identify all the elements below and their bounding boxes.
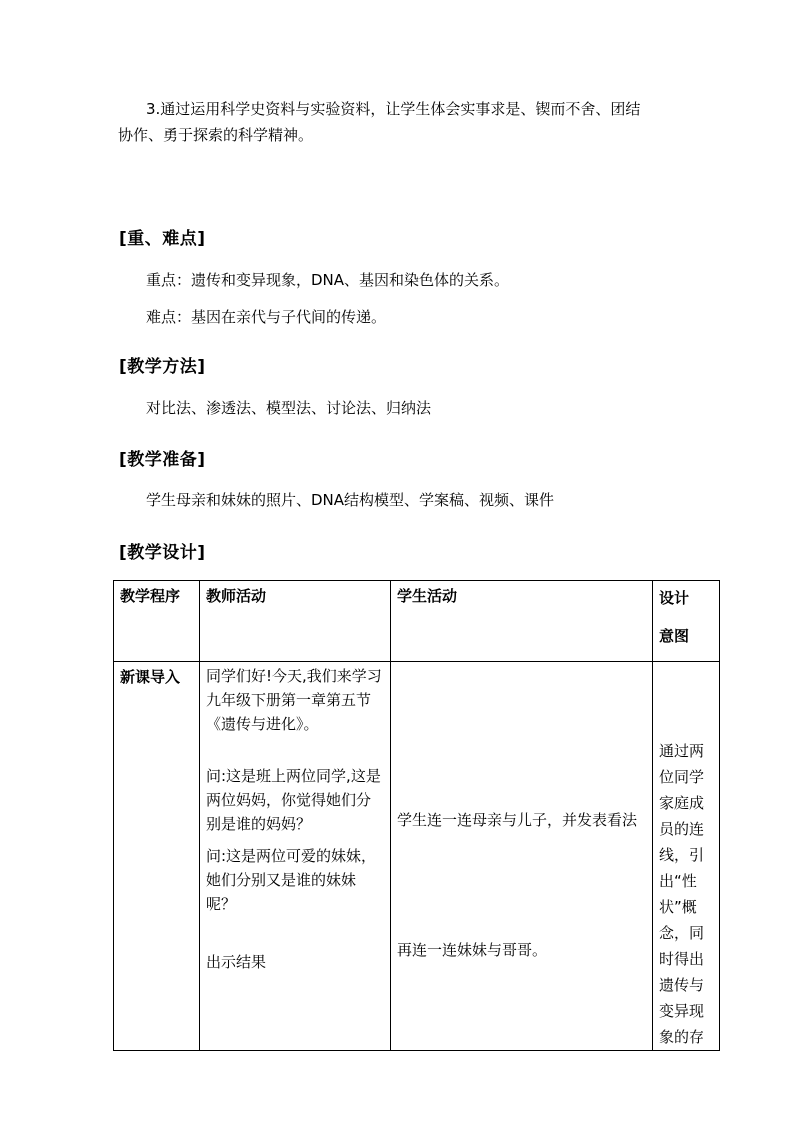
table-header-row bbox=[114, 581, 720, 662]
teaching-methods-text: 对比法、渗透法、模型法、讨论法、归纳法 bbox=[146, 399, 432, 417]
student-activity-cell bbox=[391, 662, 653, 1051]
heading-key-points: [重、难点] bbox=[119, 229, 206, 249]
difficult-point-text: 难点：基因在亲代与子代间的传递。 bbox=[146, 308, 387, 326]
teacher-activity-show-result: 出示结果 bbox=[206, 953, 267, 971]
header-procedure: 教学程序 bbox=[114, 581, 200, 662]
teacher-activity-question-2: 问:这是两位可爱的妹妹，她们分别又是谁的妹妹呢？ bbox=[206, 847, 377, 913]
heading-teaching-methods: [教学方法] bbox=[119, 357, 206, 377]
objective-3-line-1: 3.通过运用科学史资料与实验资料，让学生体会实事求是、锲而不舍、团结 bbox=[146, 100, 641, 118]
header-design-intent: 设计 意图 bbox=[653, 581, 720, 662]
header-teacher-activity: 教师活动 bbox=[200, 581, 391, 662]
heading-teaching-design: [教学设计] bbox=[119, 543, 206, 563]
student-activity-match-sisters: 再连一连妹妹与哥哥。 bbox=[397, 941, 548, 959]
teaching-preparation-text: 学生母亲和妹妹的照片、DNA结构模型、学案稿、视频、课件 bbox=[146, 491, 555, 509]
teacher-activity-cell bbox=[200, 662, 391, 1051]
teacher-activity-question-1: 问:这是班上两位同学,这是两位妈妈，你觉得她们分别是谁的妈妈？ bbox=[206, 767, 381, 833]
header-student-activity: 学生活动 bbox=[391, 581, 653, 662]
design-intent-text: 通过两位同学家庭成员的连线，引出“性状”概念，同时得出遗传与变异现象的存 bbox=[659, 742, 705, 1046]
design-intent-cell bbox=[653, 662, 720, 1051]
row-procedure-new-lesson: 新课导入 bbox=[114, 662, 200, 1051]
student-activity-match-mothers: 学生连一连母亲与儿子，并发表看法 bbox=[397, 811, 638, 829]
heading-teaching-preparation: [教学准备] bbox=[119, 450, 206, 470]
table-row bbox=[114, 662, 720, 1051]
objective-3-line-2: 协作、勇于探索的科学精神。 bbox=[118, 126, 314, 144]
key-point-text: 重点：遗传和变异现象，DNA、基因和染色体的关系。 bbox=[146, 271, 510, 289]
teaching-design-table bbox=[113, 580, 720, 1051]
teacher-activity-intro: 同学们好!今天,我们来学习九年级下册第一章第五节《遗传与进化》。 bbox=[206, 667, 382, 733]
